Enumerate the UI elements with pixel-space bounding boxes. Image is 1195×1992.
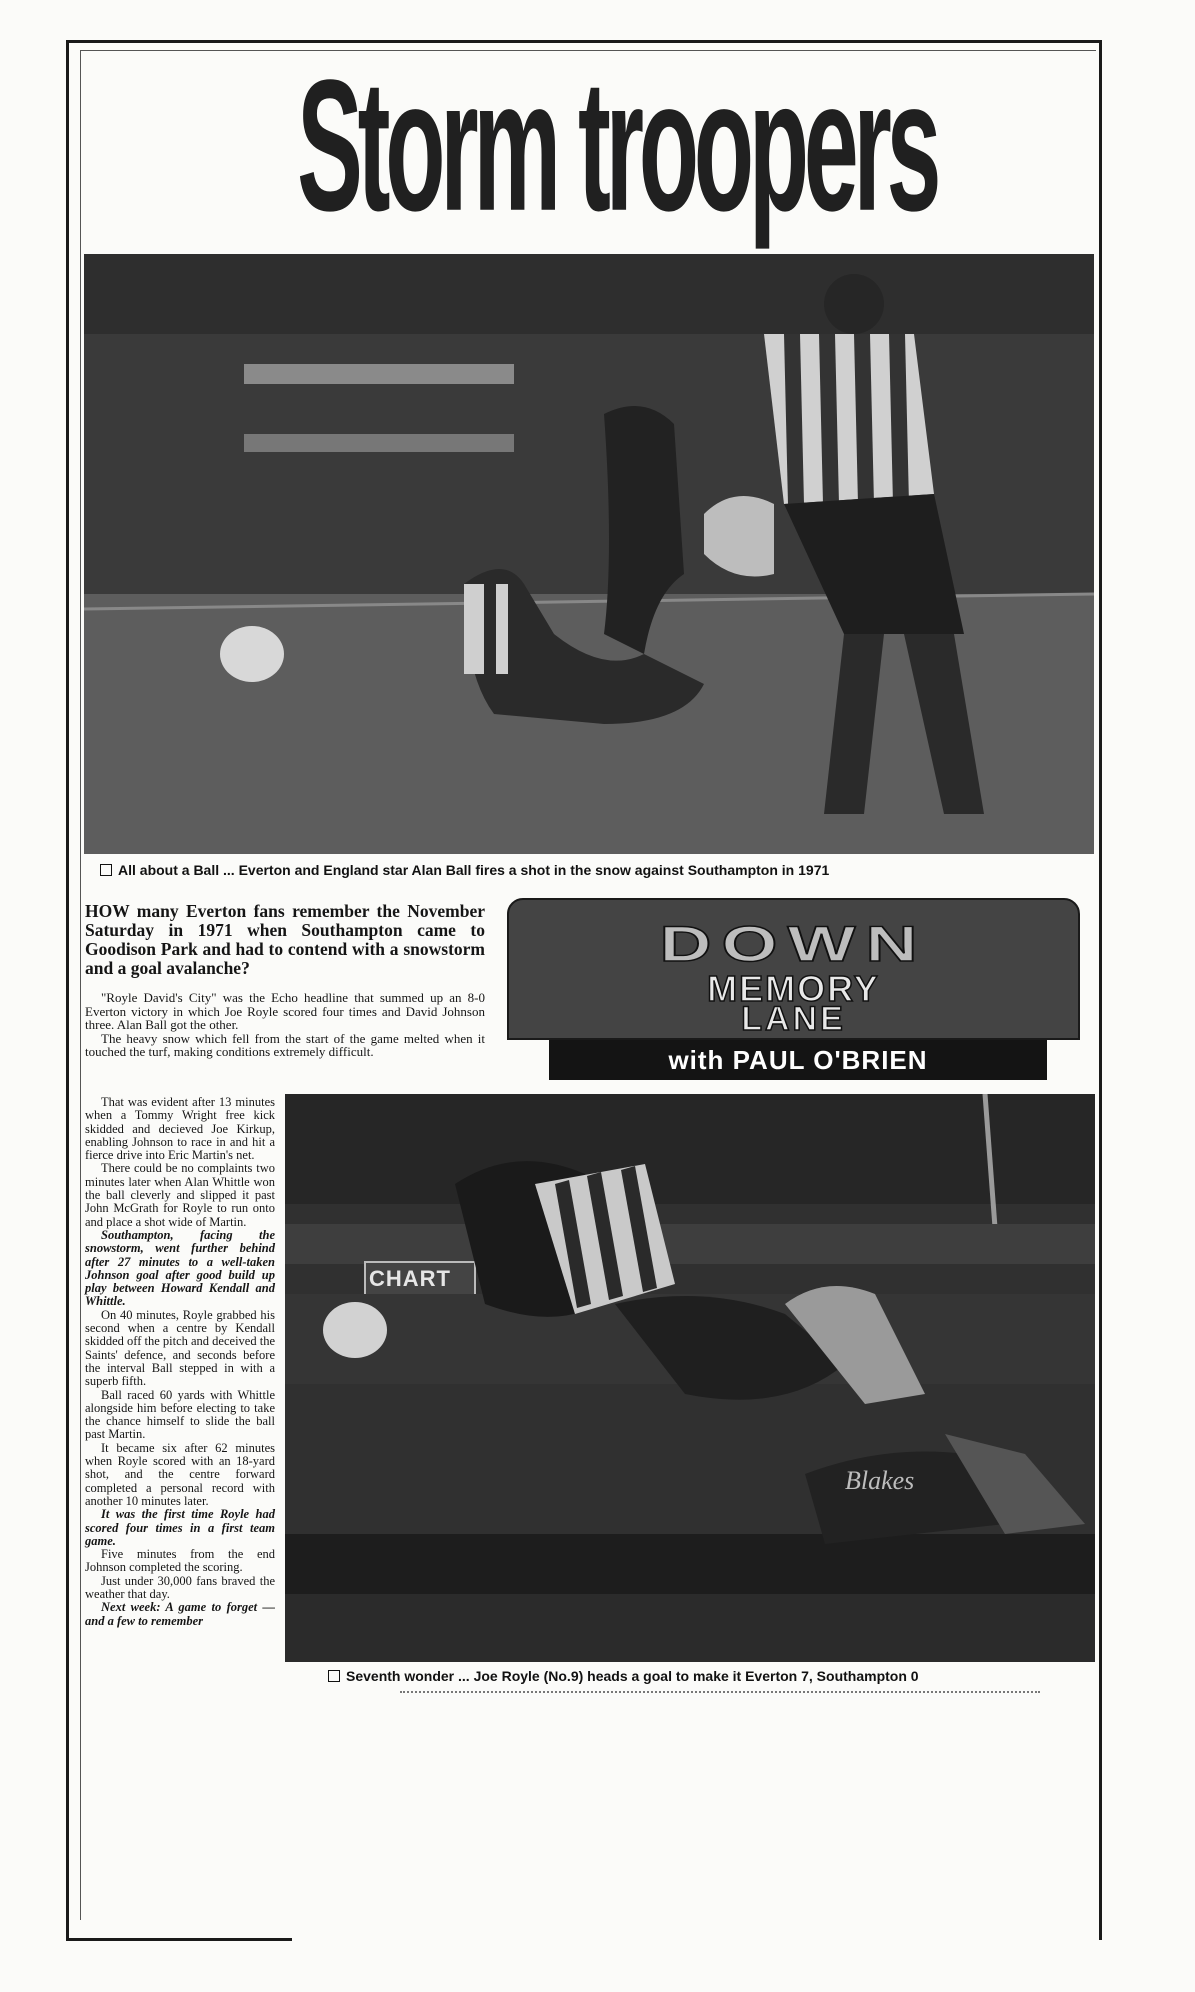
- photo-alan-ball: [84, 254, 1094, 854]
- article-body-narrow: [85, 1096, 275, 1628]
- article-paragraph: There could be no complaints two minutes later when Alan Whittle won the ball cleverly and slipped it past John McGrath for Royle to run onto and place a shot wide of Martin.: [85, 1161, 275, 1229]
- photo2-caption-text: Seventh wonder ... Joe Royle (No.9) heads a goal to make it Everton 7, Southampton 0: [346, 1668, 919, 1684]
- article-paragraph: "Royle David's City" was the Echo headline that summed up an 8-0 Everton victory in which Joe Royle scored four times and David Johnson three. Alan Ball got the other.: [85, 990, 485, 1033]
- down-memory-lane-logo: [507, 898, 1080, 1086]
- headline: Storm troopers: [297, 41, 937, 251]
- logo-down-text: DOWN: [659, 916, 928, 972]
- article-paragraph: Ball raced 60 yards with Whittle alongside him before electing to take the chance himself to slide the ball past Martin.: [85, 1387, 275, 1442]
- photo1-caption-text: All about a Ball ... Everton and England star Alan Ball fires a shot in the snow against Southampton in 1971: [118, 862, 830, 878]
- logo-byline: with PAUL O'BRIEN: [549, 1040, 1047, 1080]
- caption-box-icon: [328, 1670, 340, 1682]
- article-paragraph-highlight: It was the first time Royle had scored four times in a first team game.: [85, 1507, 275, 1548]
- hoarding-bottom-text: Blakes: [845, 1466, 915, 1495]
- article-paragraph: Just under 30,000 fans braved the weather that day.: [85, 1573, 275, 1601]
- hoarding-left-text: CHART: [369, 1266, 451, 1291]
- article-paragraph: On 40 minutes, Royle grabbed his second when a centre by Kendall skidded off the pitch and deceived the Saints' defence, and seconds before the interval Ball stepped in with a superb fifth.: [85, 1307, 275, 1389]
- logo-memory-text: MEMORY: [707, 968, 880, 1009]
- photo-joe-royle: [285, 1094, 1095, 1662]
- article-lead: HOW many Everton fans remember the November Saturday in 1971 when Southampton came to Goodison Park and had to contend with a snowstorm and a goal avalanche?: [85, 901, 485, 978]
- article-paragraph: It became six after 62 minutes when Royle scored with an 18-yard shot, and the centre forward completed a personal record with another 10 minutes later.: [85, 1440, 275, 1508]
- photo2-caption: [328, 1668, 919, 1684]
- logo-lane-text: LANE: [741, 1000, 846, 1038]
- article-paragraph: That was evident after 13 minutes when a Tommy Wright free kick skidded and decieved Joe Kirkup, enabling Johnson to race in and hit a fierce drive into Eric Martin's net.: [85, 1095, 275, 1163]
- photo1-caption: [100, 862, 829, 878]
- article-body-top: [85, 991, 485, 1059]
- article-paragraph: Five minutes from the end Johnson completed the scoring.: [85, 1547, 275, 1575]
- caption-box-icon: [100, 864, 112, 876]
- next-week-teaser: Next week: A game to forget — and a few to remember: [85, 1600, 275, 1628]
- dotted-rule: [400, 1691, 1040, 1699]
- clipping-bottom-edge: [66, 1938, 292, 1941]
- article-paragraph-highlight: Southampton, facing the snowstorm, went further behind after 27 minutes to a well-taken Johnson goal after good build up play between Howard Kendall and Whittle.: [85, 1227, 275, 1309]
- article-paragraph: The heavy snow which fell from the start of the game melted when it touched the turf, making conditions extremely difficult.: [85, 1030, 485, 1060]
